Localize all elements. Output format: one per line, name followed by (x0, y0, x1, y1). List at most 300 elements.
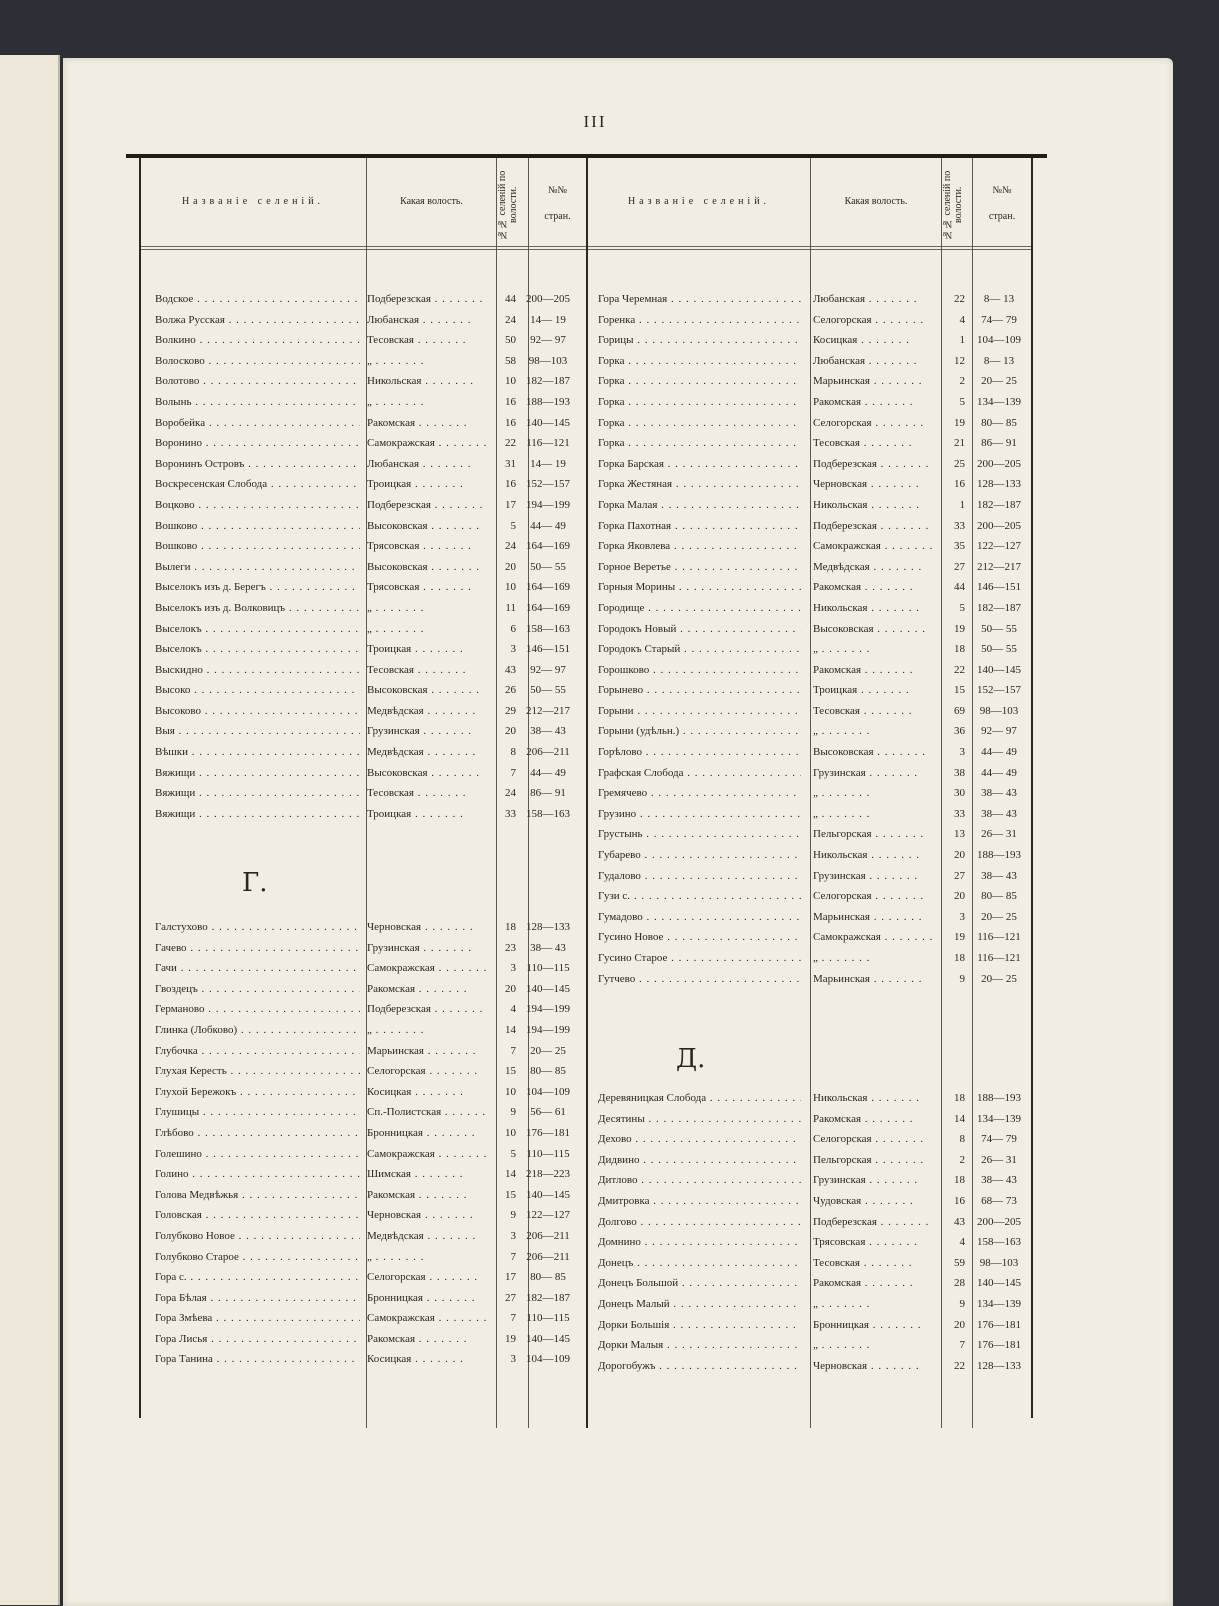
volost-cell (813, 1253, 935, 1274)
volost-cell (367, 783, 489, 804)
village-name: Гузи с. . . . (598, 890, 801, 902)
village-name: Гвоздецъ . . . (155, 983, 360, 995)
volost-cell (367, 433, 489, 454)
village-number: 2 (959, 375, 965, 388)
village-name: Горѣлово . . . (598, 746, 801, 758)
volost-name: Грузинская . . . (813, 870, 918, 882)
village-name-cell (155, 413, 360, 434)
village-name: Волжа Русская . . . (155, 314, 360, 326)
village-number: 24 (505, 540, 516, 553)
village-number: 3 (510, 1229, 516, 1242)
village-name: Гора Черемная . . . (598, 293, 801, 305)
volost-name: „ . . . (813, 787, 870, 799)
village-name: Глубочка . . . (155, 1045, 360, 1057)
village-number: 3 (959, 910, 965, 923)
volost-cell (367, 495, 489, 516)
page-range: 182—187 (526, 375, 570, 388)
village-number: 10 (505, 581, 516, 594)
village-name-cell (598, 1273, 801, 1294)
volost-name: Селогорская . . . (813, 1133, 924, 1145)
volost-name: Косицкая . . . (813, 334, 910, 346)
page-range: 140—145 (526, 982, 570, 995)
volost-name: Самокражская . . . (367, 1148, 487, 1160)
volost-cell (367, 1267, 489, 1288)
volost-cell (813, 907, 935, 928)
page-range: 80— 85 (530, 1065, 566, 1078)
volost-cell (367, 351, 489, 372)
village-name: Долгово . . . (598, 1216, 801, 1228)
page-range: 20— 25 (530, 1044, 566, 1057)
village-name: Донецъ Большой . . . (598, 1277, 801, 1289)
volost-cell (813, 619, 935, 640)
volost-cell (813, 1335, 935, 1356)
volost-name: Ракомская . . . (813, 1113, 914, 1125)
village-name-cell (155, 804, 360, 825)
village-name-cell (598, 763, 801, 784)
page-range: 50— 55 (981, 643, 1017, 656)
volost-cell (367, 1329, 489, 1350)
volost-name: Грузинская . . . (367, 725, 472, 737)
village-name: Домнино . . . (598, 1236, 801, 1248)
volost-cell (813, 392, 935, 413)
page-range: 104—109 (526, 1353, 570, 1366)
volost-cell (367, 1247, 489, 1268)
village-name: Горка . . . (598, 417, 801, 429)
volost-cell (813, 783, 935, 804)
village-name: Гора Лисья . . . (155, 1333, 360, 1345)
volost-cell (813, 969, 935, 990)
page-range: 140—145 (526, 1332, 570, 1345)
page-range: 176—181 (977, 1318, 1021, 1331)
volost-name: Пельгорская . . . (813, 828, 924, 840)
page-range: 20— 25 (981, 972, 1017, 985)
volost-cell (367, 999, 489, 1020)
village-name: Дорки Малыя . . . (598, 1339, 801, 1351)
village-name: Дехово . . . (598, 1133, 801, 1145)
page-range: 86— 91 (981, 437, 1017, 450)
village-name: Воронино . . . (155, 437, 360, 449)
village-name: Выя . . . (155, 725, 360, 737)
volost-cell (813, 598, 935, 619)
village-number: 35 (954, 540, 965, 553)
village-name-cell (598, 371, 801, 392)
village-name-cell (155, 454, 360, 475)
village-name-cell (155, 1041, 360, 1062)
village-number: 11 (505, 601, 516, 614)
village-name-cell (598, 1191, 801, 1212)
volost-cell (813, 1294, 935, 1315)
village-name: Городокъ Новый . . . (598, 623, 801, 635)
village-name-cell (155, 371, 360, 392)
village-name-cell (155, 1082, 360, 1103)
village-name-cell (598, 351, 801, 372)
village-name: Горка . . . (598, 355, 801, 367)
village-name-cell (598, 1088, 801, 1109)
village-name-cell (598, 536, 801, 557)
volost-name: Никольская . . . (367, 375, 474, 387)
volost-name: Троицкая . . . (367, 643, 464, 655)
volost-name: Шимская . . . (367, 1168, 463, 1180)
village-name: Горыни . . . (598, 705, 801, 717)
village-name: Горка Пахотная . . . (598, 520, 801, 532)
volost-name: Любанская . . . (813, 355, 918, 367)
header-pages-right (973, 178, 1031, 230)
page-range: 200—205 (977, 457, 1021, 470)
volost-name: Самокражская . . . (813, 931, 933, 943)
volost-name: „ . . . (367, 355, 424, 367)
volost-cell (813, 1232, 935, 1253)
volost-cell (367, 289, 489, 310)
volost-cell (813, 763, 935, 784)
village-number: 30 (954, 787, 965, 800)
header-village-no-right: №№ селеній по волости. (942, 170, 964, 240)
village-number: 1 (959, 498, 965, 511)
village-name-cell (598, 557, 801, 578)
volost-name: Ракомская . . . (813, 1277, 914, 1289)
volost-cell (367, 392, 489, 413)
village-name: Германово . . . (155, 1003, 360, 1015)
volost-name: „ . . . (367, 602, 424, 614)
page-range: 80— 85 (981, 416, 1017, 429)
page-range: 98—103 (979, 704, 1019, 717)
page-range: 26— 31 (981, 1153, 1017, 1166)
volost-cell (813, 1088, 935, 1109)
village-number: 16 (505, 395, 516, 408)
village-number: 33 (954, 807, 965, 820)
village-name: Голино . . . (155, 1168, 360, 1180)
volost-cell (367, 1041, 489, 1062)
volost-name: „ . . . (813, 1298, 870, 1310)
volost-cell (813, 1129, 935, 1150)
village-name: Донецъ Малый . . . (598, 1298, 801, 1310)
volost-name: Высоковская . . . (367, 767, 480, 779)
page-range: 140—145 (977, 663, 1021, 676)
village-name: Выскидно . . . (155, 664, 360, 676)
village-name-cell (155, 1020, 360, 1041)
page-range: 80— 85 (981, 890, 1017, 903)
village-name-cell (598, 1109, 801, 1130)
page-range: 38— 43 (530, 941, 566, 954)
volost-name: Марьинская . . . (813, 375, 922, 387)
village-name: Выселокъ . . . (155, 623, 360, 635)
page-range: 116—121 (977, 952, 1021, 964)
village-name-cell (598, 1129, 801, 1150)
volost-cell (813, 371, 935, 392)
village-name: Горка Жестяная . . . (598, 478, 801, 490)
page-range: 98—103 (979, 1256, 1019, 1269)
page-range: 182—187 (526, 1291, 570, 1304)
page-range: 122—127 (977, 540, 1021, 553)
village-name: Горныя Морины . . . (598, 581, 801, 593)
volost-cell (367, 804, 489, 825)
village-name-cell (598, 1170, 801, 1191)
page-range: 38— 43 (981, 1174, 1017, 1187)
village-name: Горка Барская . . . (598, 458, 801, 470)
village-number: 15 (505, 1065, 516, 1078)
village-name: Графская Слобода . . . (598, 767, 801, 779)
volost-name: Самокражская . . . (367, 1312, 487, 1324)
village-name-cell (598, 701, 801, 722)
page-range: 164—169 (526, 540, 570, 553)
volost-name: Подберезская . . . (813, 458, 929, 470)
page-range: 188—193 (526, 395, 570, 408)
volost-name: „ . . . (367, 623, 424, 635)
volost-cell (813, 660, 935, 681)
volost-name: Никольская . . . (813, 602, 920, 614)
volost-cell (367, 1123, 489, 1144)
village-number: 18 (954, 1092, 965, 1104)
volost-cell (367, 1164, 489, 1185)
page-range: 188—193 (977, 849, 1021, 862)
village-name: Голова Медвѣжья . . . (155, 1189, 360, 1201)
village-name: Гусино Старое . . . (598, 952, 801, 964)
village-name-cell (598, 598, 801, 619)
volost-cell (813, 824, 935, 845)
volost-name: Черновская . . . (367, 1209, 474, 1221)
header-pages-top-label: №№ (547, 185, 568, 196)
village-name: Горка Малая . . . (598, 499, 801, 511)
volost-cell (367, 516, 489, 537)
volost-name: Ракомская . . . (367, 417, 468, 429)
village-name-cell (598, 1335, 801, 1356)
volost-cell (813, 701, 935, 722)
village-number: 16 (954, 1194, 965, 1207)
volost-name: „ . . . (813, 952, 870, 964)
volost-name: Селогорская . . . (813, 314, 924, 326)
village-name: Вяжищи . . . (155, 767, 360, 779)
header-name-right: Названіе селеній. (627, 196, 771, 207)
village-number: 27 (505, 1291, 516, 1304)
volost-cell (367, 577, 489, 598)
page-range: 134—139 (977, 1112, 1021, 1125)
page-range: 110—115 (526, 1312, 570, 1325)
village-name: Голешино . . . (155, 1148, 360, 1160)
village-name-cell (598, 824, 801, 845)
village-name-cell (155, 392, 360, 413)
volost-cell (813, 1356, 935, 1377)
village-number: 27 (954, 560, 965, 573)
page-range: 104—109 (977, 334, 1021, 347)
volost-cell (813, 948, 935, 969)
village-name-cell (598, 289, 801, 310)
volost-name: Косицкая . . . (367, 1353, 464, 1365)
page-range: 92— 97 (981, 725, 1017, 738)
village-name: Высоко . . . (155, 684, 360, 696)
page-range: 158—163 (526, 807, 570, 820)
village-number: 43 (954, 1215, 965, 1228)
village-name: Вошково . . . (155, 520, 360, 532)
volost-name: „ . . . (367, 396, 424, 408)
page-range: 146—151 (526, 643, 570, 656)
village-name: Губарево . . . (598, 849, 801, 861)
village-name-cell (155, 1061, 360, 1082)
volost-cell (367, 598, 489, 619)
volost-cell (367, 536, 489, 557)
page-range: 158—163 (977, 1236, 1021, 1249)
page-range: 74— 79 (981, 1133, 1017, 1146)
volost-cell (367, 938, 489, 959)
volost-name: Подберезская . . . (367, 293, 483, 305)
village-number: 19 (954, 416, 965, 429)
volost-cell (813, 1212, 935, 1233)
volost-cell (813, 927, 935, 948)
village-name: Воцково . . . (155, 499, 360, 511)
village-name-cell (155, 557, 360, 578)
volost-cell (813, 433, 935, 454)
village-name-cell (155, 1288, 360, 1309)
village-name: Водское . . . (155, 293, 360, 305)
village-name-cell (155, 1102, 360, 1123)
village-name: Горыни (удѣльн.) . . . (598, 725, 801, 737)
village-name: Горка . . . (598, 375, 801, 387)
village-name: Выселокъ изъ д. Берегъ . . . (155, 581, 360, 593)
village-name-cell (155, 289, 360, 310)
village-name: Гутчево . . . (598, 973, 801, 985)
village-name: Вяжищи . . . (155, 808, 360, 820)
village-number: 7 (510, 1250, 516, 1263)
village-number: 9 (959, 972, 965, 985)
village-name-cell (155, 536, 360, 557)
village-name-cell (155, 1247, 360, 1268)
village-name: Горошково . . . (598, 664, 801, 676)
volost-name: Медвѣдская . . . (813, 561, 922, 573)
village-name: Грустынь . . . (598, 828, 801, 840)
table-left-border (139, 158, 141, 1418)
village-number: 3 (959, 746, 965, 759)
village-name-cell (155, 330, 360, 351)
village-name-cell (155, 660, 360, 681)
village-name: Гора Бѣлая . . . (155, 1292, 360, 1304)
volost-name: Самокражская . . . (367, 437, 487, 449)
page-range: 200—205 (977, 1215, 1021, 1228)
village-number: 1 (959, 334, 965, 347)
volost-name: Трясовская . . . (367, 540, 472, 552)
page-range: 200—205 (977, 519, 1021, 532)
village-name-cell (155, 1226, 360, 1247)
page-range: 110—115 (526, 1147, 570, 1160)
village-number: 18 (505, 921, 516, 933)
volost-name: Высоковская . . . (367, 520, 480, 532)
page-range: 200—205 (526, 293, 570, 305)
page-range: 44— 49 (530, 519, 566, 532)
volost-name: Медвѣдская . . . (367, 1230, 476, 1242)
village-name: Горка . . . (598, 396, 801, 408)
village-number: 22 (954, 663, 965, 676)
volost-cell (813, 886, 935, 907)
page-range: 20— 25 (981, 375, 1017, 388)
volost-name: Любанская . . . (813, 293, 918, 305)
village-name-cell (598, 866, 801, 887)
village-number: 31 (505, 457, 516, 470)
page-range: 158—163 (526, 622, 570, 635)
volost-name: Черновская . . . (367, 921, 474, 933)
village-number: 25 (954, 457, 965, 470)
page-range: 44— 49 (530, 766, 566, 779)
page-range: 98—103 (528, 354, 568, 367)
village-number: 43 (505, 663, 516, 676)
page-range: 80— 85 (530, 1271, 566, 1284)
village-number: 50 (505, 334, 516, 347)
village-name: Вѣшки . . . (155, 746, 360, 758)
village-number: 7 (510, 1044, 516, 1057)
page-range: 134—139 (977, 395, 1021, 408)
village-number: 18 (954, 643, 965, 656)
village-name-cell (598, 619, 801, 640)
volost-cell (367, 1061, 489, 1082)
village-number: 22 (505, 437, 516, 450)
volost-name: Никольская . . . (813, 499, 920, 511)
village-number: 18 (954, 1174, 965, 1187)
village-number: 19 (505, 1332, 516, 1345)
village-number: 15 (954, 684, 965, 697)
page-range: 104—109 (526, 1085, 570, 1098)
volost-name: Высоковская . . . (367, 684, 480, 696)
village-number: 22 (954, 1359, 965, 1372)
volost-name: Тесовская . . . (813, 437, 912, 449)
village-name-cell (598, 495, 801, 516)
volost-cell (813, 742, 935, 763)
village-number: 4 (959, 1236, 965, 1249)
village-name-cell (155, 680, 360, 701)
village-name: Горное Веретье . . . (598, 561, 801, 573)
volost-name: „ . . . (367, 1251, 424, 1263)
volost-cell (367, 1226, 489, 1247)
village-number: 20 (505, 560, 516, 573)
village-name-cell (155, 1329, 360, 1350)
village-name: Воскресенская Слобода . . . (155, 478, 360, 490)
village-name-cell (155, 351, 360, 372)
village-number: 15 (505, 1188, 516, 1201)
village-name-cell (155, 1164, 360, 1185)
volost-cell (367, 721, 489, 742)
page-range: 206—211 (526, 1229, 570, 1242)
volost-name: Троицкая . . . (813, 684, 910, 696)
volost-cell (367, 557, 489, 578)
header-pages-bottom-label: стран. (544, 211, 571, 222)
volost-cell (367, 763, 489, 784)
village-number: 16 (505, 416, 516, 429)
page-range: 164—169 (526, 601, 570, 614)
village-name: Грузино . . . (598, 808, 801, 820)
header-village-no-left: №№ селеній по волости. (497, 170, 519, 240)
village-number: 24 (505, 313, 516, 326)
page-range: 128—133 (977, 478, 1021, 491)
volost-name: Троицкая . . . (367, 478, 464, 490)
village-number: 44 (505, 293, 516, 305)
page-range: 38— 43 (981, 807, 1017, 820)
village-number: 4 (959, 313, 965, 326)
page-range: 110—115 (526, 962, 570, 975)
volost-cell (367, 917, 489, 938)
village-name: Горенка . . . (598, 314, 801, 326)
volost-cell (813, 557, 935, 578)
village-number: 20 (954, 890, 965, 903)
village-name: Воронинъ Островъ . . . (155, 458, 360, 470)
page-range: 38— 43 (981, 787, 1017, 800)
village-number: 8 (959, 1133, 965, 1146)
page-range: 8— 13 (983, 354, 1015, 367)
village-number: 38 (954, 766, 965, 779)
page-range: 8— 13 (983, 293, 1015, 305)
village-number: 13 (954, 828, 965, 841)
volost-cell (813, 474, 935, 495)
village-number: 9 (959, 1297, 965, 1310)
village-number: 9 (510, 1209, 516, 1222)
village-name-cell (598, 310, 801, 331)
page-range: 38— 43 (981, 869, 1017, 882)
previous-page-edge (0, 55, 60, 1605)
village-number: 6 (510, 622, 516, 635)
